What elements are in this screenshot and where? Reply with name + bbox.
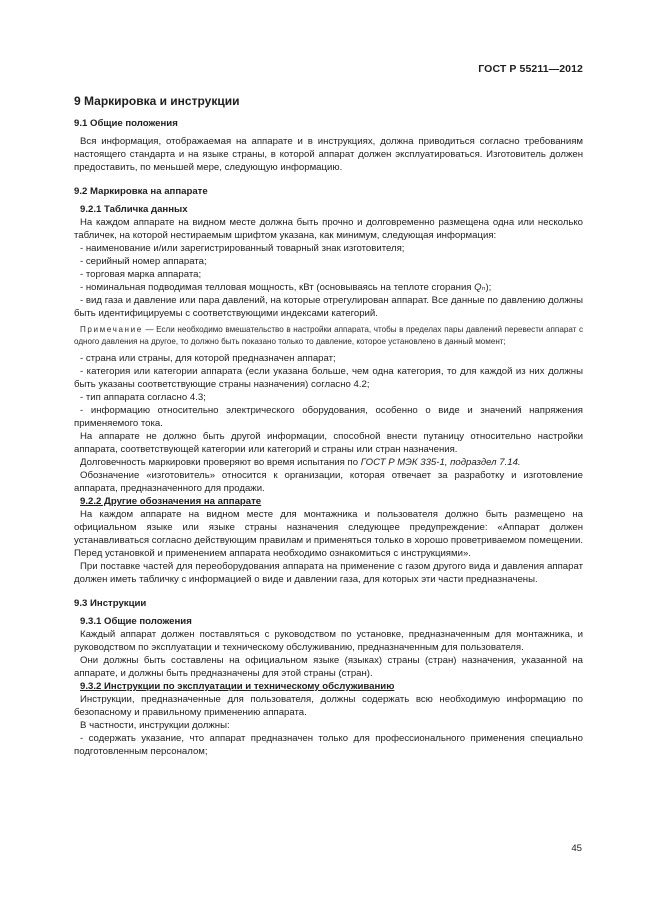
paragraph-nameplate: На каждом аппарате на видном месте должна быть прочно и долговременно размещена одна или несколько табличек, на которой нестираемым шрифтом указана, как минимум, следующая информация: bbox=[74, 217, 583, 241]
calorific-value-symbol: Qₙ bbox=[474, 282, 486, 293]
standard-code: ГОСТ Р 55211—2012 bbox=[478, 63, 583, 75]
standard-reference-link[interactable]: ГОСТ Р МЭК 335-1, подраздел 7.14. bbox=[360, 457, 521, 468]
paragraph-durability bbox=[74, 456, 583, 469]
paragraph-language: Они должны быть составлены на официальном языке (языках) страны (стран) назначения, указанной на аппарате, и должны быть предназначены для этой страны (стран). bbox=[74, 655, 583, 679]
durability-text: Долговечность маркировки проверяют во время испытания по bbox=[80, 457, 361, 468]
list-item: - содержать указание, что аппарат предназначен только для профессионального применения специально подготовленным персоналом; bbox=[74, 733, 583, 757]
heat-input-tail: ); bbox=[485, 282, 492, 293]
section-9-3-2-title-text: 9.3.2 Инструкции по эксплуатации и техническому обслуживанию bbox=[80, 681, 395, 692]
section-9-3-1-title: 9.3.1 Общие положения bbox=[80, 616, 192, 627]
section-9-3-2-title bbox=[74, 680, 583, 693]
paragraph-manuals: Каждый аппарат должен поставляться с руководством по установке, предназначенным для монтажника, и руководством по эксплуатации и техническому обслуживанию, предназначенным для пользователя. bbox=[74, 629, 583, 653]
list-item: - наименование и/или зарегистрированный товарный знак изготовителя; bbox=[80, 243, 405, 254]
note-text: — Если необходимо вмешательство в настройки аппарата, чтобы в пределах пары давлений перевести аппарат с одного давления на другое, то должно быть показано только то давление, которое установлено в данный момент; bbox=[74, 325, 583, 346]
paragraph-manufacturer: Обозначение «изготовитель» относится к организации, которая отвечает за разработку и изготовление аппарата, предназначенного для продажи. bbox=[74, 470, 583, 494]
section-9-1-title: 9.1 Общие положения bbox=[74, 118, 178, 129]
list-item: - торговая марка аппарата; bbox=[80, 269, 202, 280]
list-item-gas-type: - вид газа и давление или пара давлений, на которые отрегулирован аппарат. Все данные по давлению должны быть идентифицируемы с соответствующими индексами категорий. bbox=[74, 295, 583, 319]
paragraph-conversion-parts: При поставке частей для переоборудования аппарата на применение с газом другого вида и давления аппарат должен иметь табличку с информацией о виде и давлении газа, для которых эти части предназначены. bbox=[74, 561, 583, 585]
section-9-3-title: 9.3 Инструкции bbox=[74, 598, 147, 609]
note bbox=[74, 324, 583, 347]
section-9-2-title: 9.2 Маркировка на аппарате bbox=[74, 186, 208, 197]
list-item: - тип аппарата согласно 4.3; bbox=[80, 392, 206, 403]
paragraph-user-instructions: Инструкции, предназначенные для пользователя, должны содержать всю необходимую информацию по безопасному и правильному применению аппарата. bbox=[74, 694, 583, 718]
page-number: 45 bbox=[571, 843, 582, 854]
section-9-2-1-title: 9.2.1 Табличка данных bbox=[80, 204, 188, 215]
section-9-2-2-title-text: 9.2.2 Другие обозначения на аппарате bbox=[80, 496, 262, 507]
heat-input-text: - номинальная подводимая телловая мощность, кВт (основываясь на теплоте сгорания bbox=[80, 282, 475, 293]
section-9-title: 9 Маркировка и инструкции bbox=[74, 94, 240, 108]
list-item: - серийный номер аппарата; bbox=[80, 256, 207, 267]
section-9-1-paragraph: Вся информация, отображаемая на аппарате и в инструкциях, должна приводиться согласно требованиям настоящего стандарта и на языке страны, в которой аппарат должен эксплуатироваться. Изготовитель должен предоставить, по меньшей мере, следующую информацию. bbox=[74, 136, 583, 173]
note-label: Примечание bbox=[80, 325, 143, 334]
list-item-heat-input bbox=[74, 281, 583, 294]
paragraph-in-particular: В частности, инструкции должны: bbox=[80, 720, 230, 731]
list-item: - страна или страны, для которой предназначен аппарат; bbox=[80, 353, 336, 364]
list-item: - информацию относительно электрического оборудования, особенно о виде и значений напряжения применяемого тока. bbox=[74, 405, 583, 429]
paragraph-warning: На каждом аппарате на видном месте для монтажника и пользователя должно быть размещено на официальном языке или языке страны назначения следующее предупреждение: «Аппарат должен устанавливаться согласно действующим правилам и применяться только в хорошо проветриваемом помещении. Перед установкой и применением аппарата необходимо ознакомиться с инструкциями». bbox=[74, 509, 583, 559]
list-item: - категория или категории аппарата (если указана больше, чем одна категория, то для каждой из них должны быть указаны соответствующие страны назначения) согласно 4.2; bbox=[74, 366, 583, 390]
page-content bbox=[74, 94, 583, 758]
section-9-2-2-title bbox=[74, 495, 583, 508]
paragraph-no-confusing-info: На аппарате не должно быть другой информации, способной внести путаницу относительно настройки аппарата, соответствующей категории или категорий и страны или стран назначения. bbox=[74, 431, 583, 455]
